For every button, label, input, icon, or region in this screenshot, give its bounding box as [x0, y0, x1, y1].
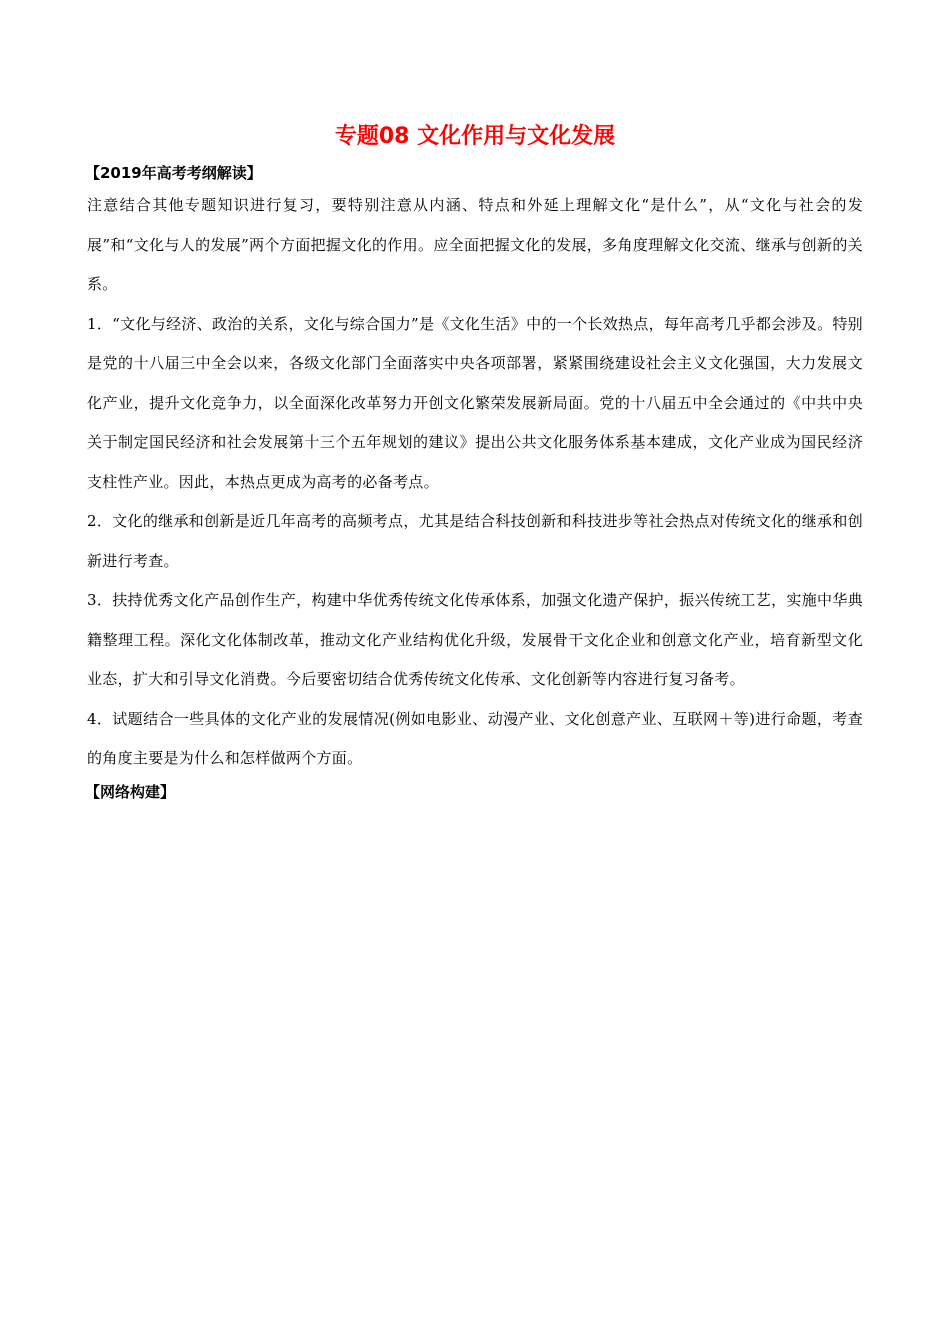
section-heading-syllabus: 【2019年高考考纲解读】 — [85, 164, 262, 182]
intro-paragraph: 注意结合其他专题知识进行复习，要特别注意从内涵、特点和外延上理解文化“是什么”，从“文化与社会的发展”和“文化与人的发展”两个方面把握文化的作用。应全面把握文化的发展，多角度理解文化交流、继承与创新的关系。 — [87, 196, 863, 293]
document-title: 专题08 文化作用与文化发展 — [334, 124, 616, 149]
point-paragraph-2: 2．文化的继承和创新是近几年高考的高频考点，尤其是结合科技创新和科技进步等社会热点对传统文化的继承和创新进行考查。 — [87, 512, 863, 570]
point-paragraph-1: 1．“文化与经济、政治的关系，文化与综合国力”是《文化生活》中的一个长效热点，每年高考几乎都会涉及。特别是党的十八届三中全会以来，各级文化部门全面落实中央各项部署，紧紧围绕建设社会主义文化强国，大力发展文化产业，提升文化竞争力，以全面深化改革努力开创文化繁荣发展新局面。党的十八届五中全会通过的《中共中央关于制定国民经济和社会发展第十三个五年规划的建议》提出公共文化服务体系基本建成，文化产业成为国民经济支柱性产业。因此，本热点更成为高考的必备考点。 — [87, 314, 863, 491]
section-heading-network: 【网络构建】 — [85, 782, 176, 801]
document-body — [87, 160, 863, 805]
point-paragraph-4: 4．试题结合一些具体的文化产业的发展情况(例如电影业、动漫产业、文化创意产业、互联网＋等)进行命题，考查的角度主要是为什么和怎样做两个方面。 — [87, 709, 863, 767]
point-paragraph-3: 3．扶持优秀文化产品创作生产，构建中华优秀传统文化传承体系，加强文化遗产保护，振兴传统工艺，实施中华典籍整理工程。深化文化体制改革，推动文化产业结构优化升级，发展骨干文化企业和创意文化产业，培育新型文化业态，扩大和引导文化消费。今后要密切结合优秀传统文化传承、文化创新等内容进行复习备考。 — [87, 591, 863, 688]
